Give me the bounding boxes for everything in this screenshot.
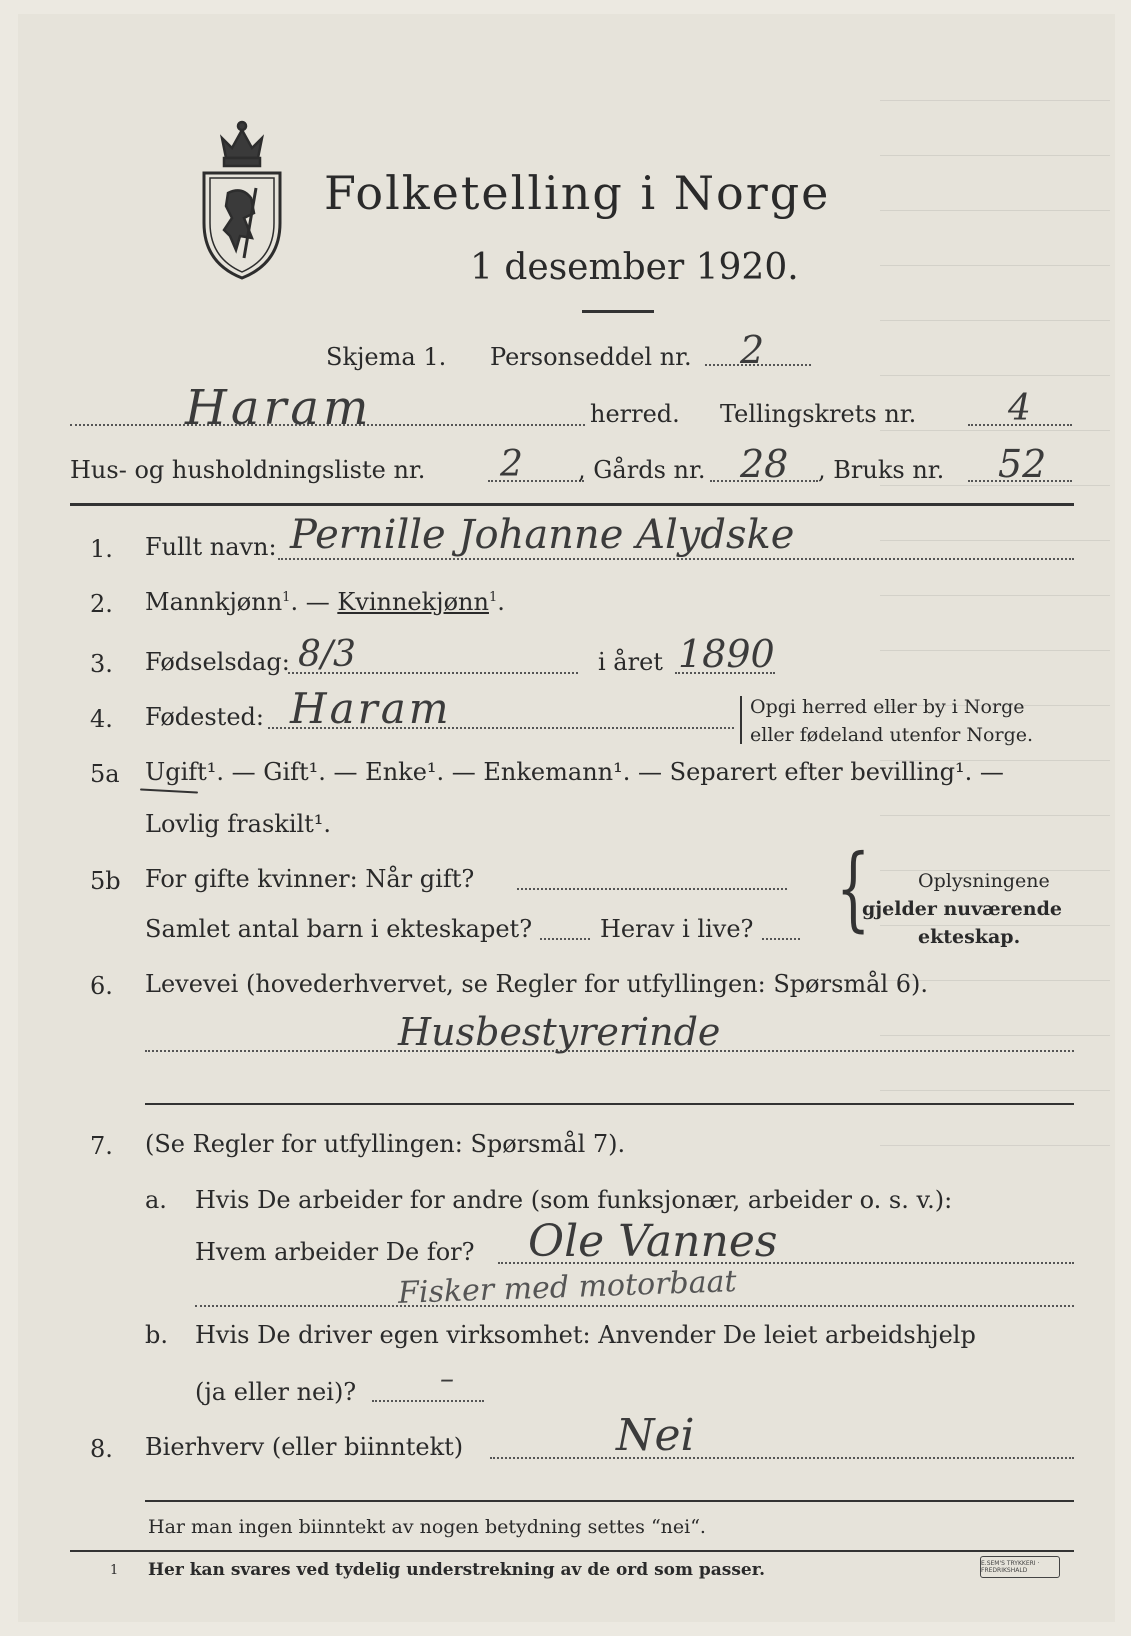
gards-label: , Gårds nr. (578, 456, 706, 484)
q6-answer: Husbestyrerinde (398, 1010, 721, 1054)
q7a-line2: Hvem arbeider De for? (195, 1238, 475, 1266)
q8-number: 8. (90, 1435, 113, 1463)
q8-answer: Nei (616, 1410, 695, 1461)
municipality-value: Haram (185, 380, 373, 436)
q8-field[interactable] (490, 1457, 1074, 1459)
footnote-text: Her kan svares ved tydelig understrekning av de ord som passer. (148, 1560, 766, 1580)
q5b-alive-field[interactable] (762, 938, 800, 940)
q7b-letter: b. (145, 1321, 168, 1349)
q5b-line2: Samlet antal barn i ekteskapet? (145, 915, 533, 943)
schema-label: Skjema 1. (326, 343, 447, 371)
gards-value: 28 (740, 442, 789, 486)
q4-label: Fødested: (145, 703, 264, 731)
q5a-line2: Lovlig fraskilt¹. (145, 810, 332, 838)
q6-second-line (145, 1103, 1074, 1105)
q4-note-line2: eller fødeland utenfor Norge. (750, 724, 1034, 746)
q5b-herav-label: Herav i live? (600, 915, 754, 943)
q7b-answer: – (440, 1362, 454, 1395)
header-rule (70, 503, 1074, 506)
q7a-answer: Ole Vannes (528, 1216, 778, 1267)
q5b-children-field[interactable] (540, 938, 590, 940)
herred-label: herred. (590, 400, 680, 428)
q7a-letter: a. (145, 1186, 167, 1214)
q5a-line1: Ugift¹. — Gift¹. — Enke¹. — Enkemann¹. — Separert efter bevilling¹. — (145, 758, 1004, 786)
q1-label: Fullt navn: (145, 533, 277, 561)
q5b-line1: For gifte kvinner: Når gift? (145, 865, 475, 893)
footer-note: Har man ingen biinntekt av nogen betydning settes “nei“. (148, 1516, 706, 1538)
personseddel-value: 2 (740, 328, 765, 372)
q5b-married-field[interactable] (517, 888, 787, 890)
printer-stamp: E.SEM'S TRYKKERI · FREDRIKSHALD (980, 1556, 1060, 1578)
footnote-rule (70, 1550, 1074, 1552)
q5a-number: 5a (90, 760, 120, 788)
bruks-value: 52 (998, 442, 1047, 486)
q7b-line1: Hvis De driver egen virksomhet: Anvender De leiet arbeidshjelp (195, 1321, 976, 1349)
q1-number: 1. (90, 535, 113, 563)
q5b-number: 5b (90, 867, 121, 895)
q7b-field[interactable] (372, 1400, 484, 1402)
q6-label: Levevei (hovederhvervet, se Regler for utfyllingen: Spørsmål 6). (145, 970, 929, 998)
q8-label: Bierhverv (eller biinntekt) (145, 1433, 464, 1461)
q5b-note-line3: ekteskap. (918, 926, 1021, 948)
q7b-line2: (ja eller nei)? (195, 1378, 357, 1406)
q4-note-bracket (740, 696, 742, 744)
q3-label: Fødselsdag: (145, 648, 290, 676)
bruks-label: , Bruks nr. (818, 456, 945, 484)
tellingskrets-value: 4 (1008, 388, 1031, 429)
census-date: 1 desember 1920. (470, 247, 799, 288)
hus-label: Hus- og husholdningsliste nr. (70, 456, 426, 484)
title-divider (582, 310, 654, 313)
q1-field[interactable] (278, 558, 1074, 560)
q6-number: 6. (90, 972, 113, 1000)
coat-of-arms-icon (196, 118, 288, 283)
personseddel-label: Personseddel nr. (490, 343, 692, 371)
q4-number: 4. (90, 705, 113, 733)
footer-rule (145, 1500, 1074, 1502)
form-title: Folketelling i Norge (324, 166, 831, 220)
q7a-line1: Hvis De arbeider for andre (som funksjonær, arbeider o. s. v.): (195, 1186, 953, 1214)
q2-female[interactable]: Kvinnekjønn (337, 588, 489, 616)
q4-note-line1: Opgi herred eller by i Norge (750, 696, 1025, 718)
q7a-field2[interactable] (195, 1305, 1074, 1307)
q3-year-label: i året (598, 648, 663, 676)
q3-answer: 8/3 (298, 634, 356, 675)
tellingskrets-label: Tellingskrets nr. (720, 400, 917, 428)
q7-label: (Se Regler for utfyllingen: Spørsmål 7). (145, 1130, 626, 1158)
q2-male[interactable]: Mannkjønn (145, 588, 283, 616)
q3-year-value: 1890 (678, 632, 775, 676)
q5b-note-line1: Oplysningene (918, 870, 1050, 892)
q2-line: Mannkjønn$^1$. — Kvinnekjønn$^1$. (145, 588, 505, 616)
footnote-mark: 1 (110, 1563, 119, 1578)
q1-answer: Pernille Johanne Alydske (290, 512, 795, 558)
q7a-answer2: Fisker med motorbaat (397, 1264, 738, 1311)
q2-number: 2. (90, 590, 113, 618)
hus-value: 2 (500, 444, 523, 485)
q7-number: 7. (90, 1132, 113, 1160)
q4-answer: Haram (290, 684, 452, 733)
q5b-note-line2: gjelder nuværende (862, 898, 1062, 920)
q5b-brace: { (836, 834, 871, 942)
q3-number: 3. (90, 650, 113, 678)
